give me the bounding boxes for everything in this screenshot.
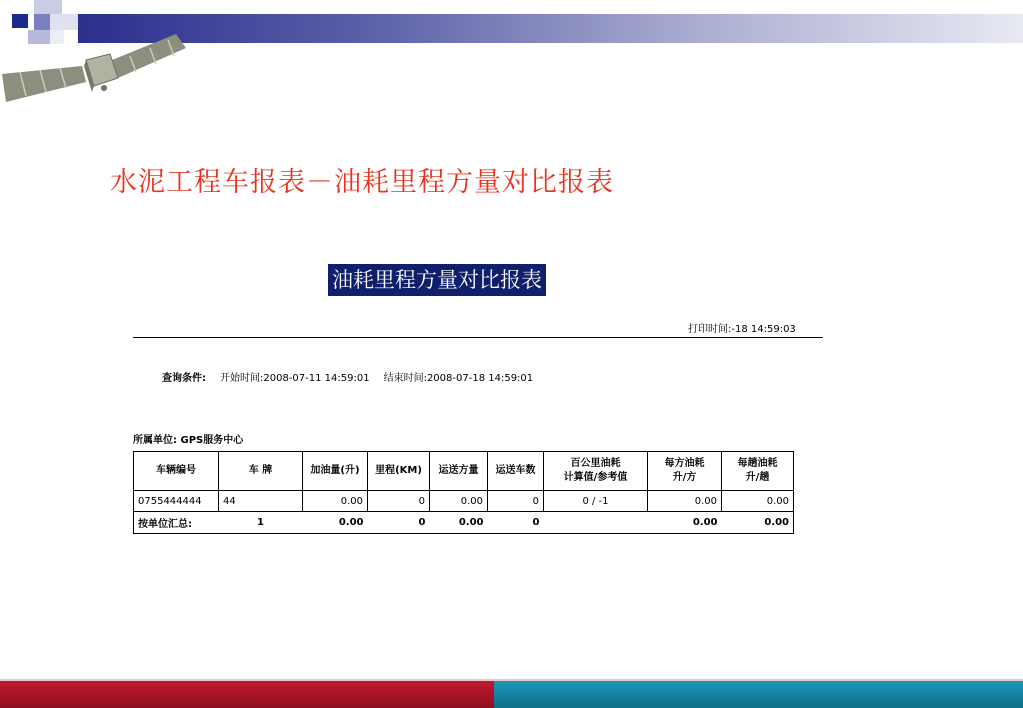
query-label: 查询条件: — [162, 373, 206, 384]
cell-per-trip: 0.00 — [722, 491, 794, 512]
unit-label: 所属单位: GPS服务中心 — [133, 435, 244, 446]
cell-plate: 44 — [219, 491, 303, 512]
cell-vehicle-no: 0755444444 — [134, 491, 219, 512]
summary-per-trip: 0.00 — [722, 512, 794, 534]
cell-trips: 0 — [488, 491, 544, 512]
col-per-trip-line1: 每趟油耗 — [737, 458, 778, 469]
summary-per100km — [544, 512, 648, 534]
col-per100km-line1: 百公里油耗 — [570, 458, 621, 469]
col-fuel-added: 加油量(升) — [303, 452, 368, 491]
header-square — [34, 0, 62, 14]
table-header-row — [134, 452, 794, 491]
header-square — [12, 14, 28, 28]
summary-trips: 0 — [488, 512, 544, 534]
header-gradient-bar — [78, 14, 1023, 43]
cell-per-cubic: 0.00 — [648, 491, 722, 512]
summary-per-cubic: 0.00 — [648, 512, 722, 534]
col-per-cubic — [648, 452, 722, 491]
start-time: 开始时间:2008-07-11 14:59:01 — [220, 373, 370, 384]
satellite-icon — [0, 30, 190, 110]
cell-fuel-added: 0.00 — [303, 491, 368, 512]
col-per-cubic-line2: 升/方 — [672, 472, 697, 483]
summary-label: 按单位汇总: — [134, 512, 219, 534]
col-per100km — [544, 452, 648, 491]
cell-mileage: 0 — [368, 491, 430, 512]
summary-count: 1 — [219, 512, 303, 534]
col-plate: 车 牌 — [219, 452, 303, 491]
header-square — [34, 14, 50, 30]
col-mileage: 里程(KM) — [368, 452, 430, 491]
report-title: 油耗里程方量对比报表 — [328, 264, 546, 296]
col-per-trip-line2: 升/趟 — [745, 472, 770, 483]
footer-teal-band — [494, 681, 1023, 708]
col-per-cubic-line1: 每方油耗 — [664, 458, 705, 469]
cell-per100km: 0 / -1 — [544, 491, 648, 512]
summary-mileage: 0 — [368, 512, 430, 534]
col-vehicle-no: 车辆编号 — [134, 452, 219, 491]
summary-volume: 0.00 — [430, 512, 488, 534]
summary-fuel-added: 0.00 — [303, 512, 368, 534]
slide-title: 水泥工程车报表－油耗里程方量对比报表 — [110, 167, 614, 198]
summary-row — [134, 512, 794, 534]
end-time: 结束时间:2008-07-18 14:59:01 — [383, 373, 534, 384]
print-time: 打印时间:-18 14:59:03 — [688, 324, 796, 335]
col-trips: 运送车数 — [488, 452, 544, 491]
header-divider — [133, 337, 823, 338]
footer-red-band — [0, 681, 494, 708]
table-row — [134, 491, 794, 512]
col-per-trip — [722, 452, 794, 491]
header-square — [50, 14, 78, 30]
query-conditions — [162, 369, 533, 384]
col-per100km-line2: 计算值/参考值 — [563, 472, 628, 483]
cell-volume: 0.00 — [430, 491, 488, 512]
col-volume: 运送方量 — [430, 452, 488, 491]
report-table — [133, 451, 794, 534]
